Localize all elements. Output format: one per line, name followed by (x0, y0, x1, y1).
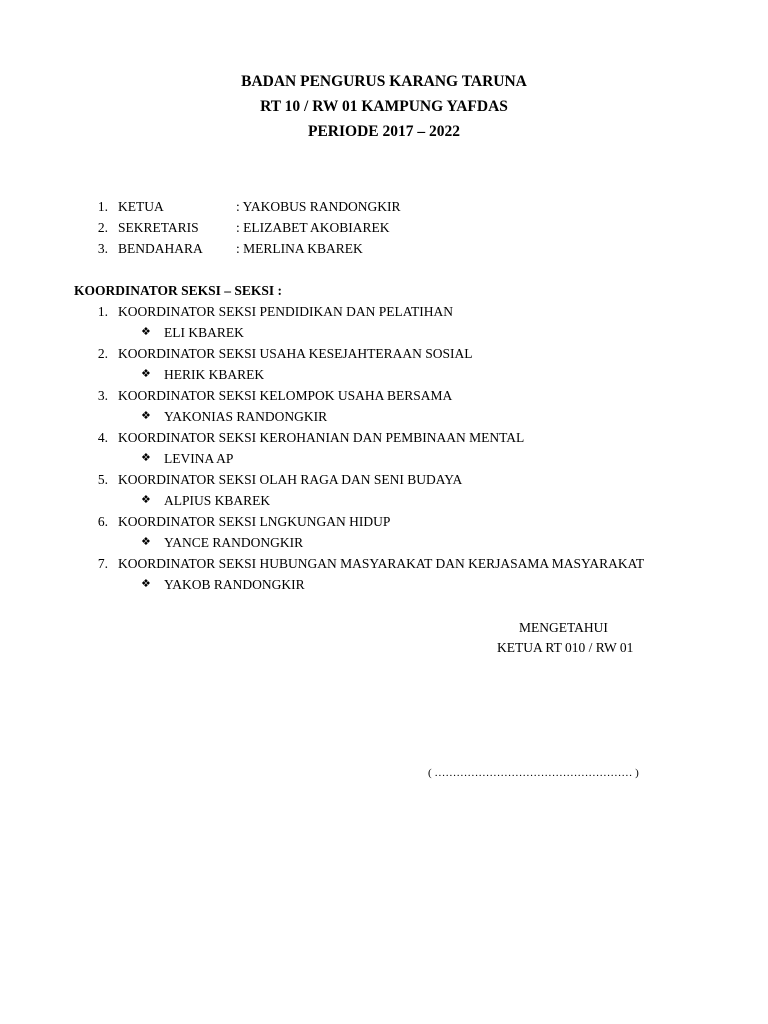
section-title: KOORDINATOR SEKSI HUBUNGAN MASYARAKAT DAN KERJASAMA MASYARAKAT (118, 556, 645, 571)
section-number: 2. (97, 346, 108, 361)
officer-role: KETUA (118, 199, 164, 214)
section-member: HERIK KBAREK (164, 367, 265, 382)
section-member: ELI KBAREK (164, 325, 244, 340)
title-line-1: BADAN PENGURUS KARANG TARUNA (241, 73, 527, 90)
officer-name: : ELIZABET AKOBIAREK (236, 220, 390, 235)
diamond-bullet-icon: ❖ (141, 577, 151, 590)
section-number: 3. (97, 388, 108, 403)
title-line-3: PERIODE 2017 – 2022 (308, 123, 460, 140)
title-line-2: RT 10 / RW 01 KAMPUNG YAFDAS (260, 98, 508, 115)
section-member: YAKONIAS RANDONGKIR (164, 409, 328, 424)
officer-role: SEKRETARIS (118, 220, 199, 235)
signature-label-acknowledged: MENGETAHUI (519, 620, 608, 635)
section-number: 6. (97, 514, 108, 529)
officer-name: : MERLINA KBAREK (236, 241, 363, 256)
section-title: KOORDINATOR SEKSI KELOMPOK USAHA BERSAMA (118, 388, 453, 403)
diamond-bullet-icon: ❖ (141, 451, 151, 464)
diamond-bullet-icon: ❖ (141, 367, 151, 380)
officer-role: BENDAHARA (118, 241, 203, 256)
signature-line: ( ……………………………………………… ) (428, 767, 639, 779)
section-title: KOORDINATOR SEKSI OLAH RAGA DAN SENI BUDAYA (118, 472, 463, 487)
section-member: ALPIUS KBAREK (164, 493, 271, 508)
sections-heading: KOORDINATOR SEKSI – SEKSI : (74, 283, 283, 298)
section-number: 7. (97, 556, 108, 571)
section-number: 1. (97, 304, 108, 319)
section-number: 4. (97, 430, 108, 445)
diamond-bullet-icon: ❖ (141, 535, 151, 548)
section-title: KOORDINATOR SEKSI KEROHANIAN DAN PEMBINAAN MENTAL (118, 430, 525, 445)
diamond-bullet-icon: ❖ (141, 325, 151, 338)
officer-number: 3. (97, 241, 108, 256)
officer-number: 2. (97, 220, 108, 235)
diamond-bullet-icon: ❖ (141, 409, 151, 422)
section-title: KOORDINATOR SEKSI PENDIDIKAN DAN PELATIHAN (118, 304, 453, 319)
section-number: 5. (97, 472, 108, 487)
officer-number: 1. (97, 199, 108, 214)
section-title: KOORDINATOR SEKSI LNGKUNGAN HIDUP (118, 514, 391, 529)
officer-name: : YAKOBUS RANDONGKIR (236, 199, 401, 214)
section-member: LEVINA AP (164, 451, 234, 466)
section-member: YANCE RANDONGKIR (164, 535, 304, 550)
section-title: KOORDINATOR SEKSI USAHA KESEJAHTERAAN SOSIAL (118, 346, 473, 361)
signature-label-position: KETUA RT 010 / RW 01 (497, 640, 634, 655)
section-member: YAKOB RANDONGKIR (164, 577, 305, 592)
diamond-bullet-icon: ❖ (141, 493, 151, 506)
